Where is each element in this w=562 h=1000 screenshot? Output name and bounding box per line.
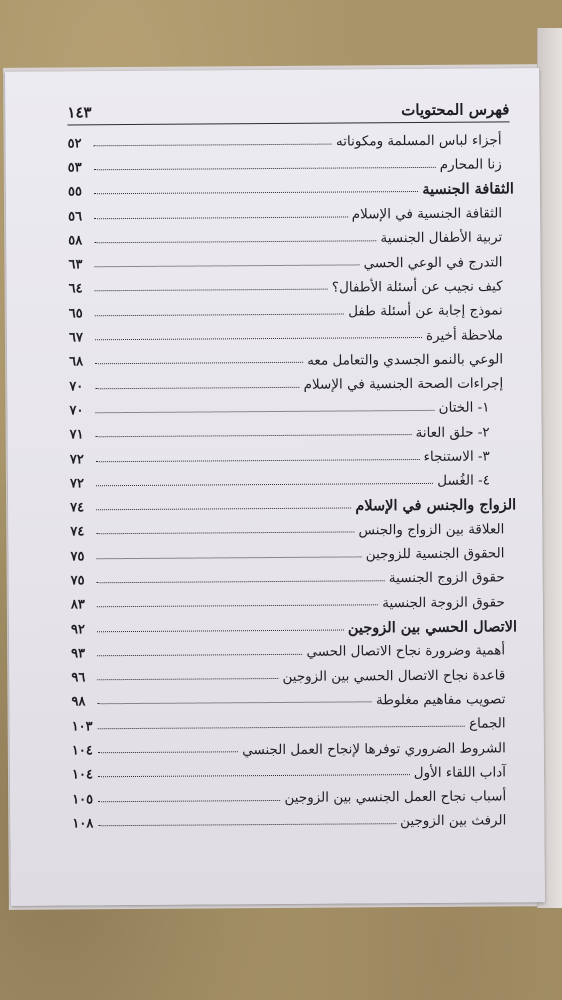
toc-entry-page: ١٠٣ [71, 719, 93, 735]
toc-entry-page: ٩٣ [71, 646, 86, 662]
toc-leader-dots [94, 191, 418, 194]
toc-entry-page: ٧٤ [70, 500, 85, 516]
toc-entry-page: ١٠٤ [71, 743, 93, 759]
toc-entry-page: ٧٠ [69, 378, 84, 395]
toc-entry-title: الثقافة الجنسية في الإسلام [351, 205, 503, 223]
toc-entry-title: الاتصال الحسي بين الزوجين [347, 617, 518, 637]
toc-entry [72, 736, 518, 763]
toc-leader-dots [95, 313, 344, 316]
toc-entry [68, 177, 514, 204]
toc-leader-dots [96, 458, 420, 461]
toc-entry-title: نموذج إجابة عن أسئلة طفل [348, 302, 503, 320]
toc-entry-page: ١٠٥ [72, 791, 94, 808]
toc-entry-title: الحقوق الجنسية للزوجين [365, 545, 505, 563]
toc-leader-dots [98, 800, 280, 802]
page-header [67, 94, 509, 125]
toc-entry-page: ٧١ [69, 427, 84, 443]
toc-entry [69, 371, 515, 398]
toc-entry-page: ٧٥ [70, 573, 85, 589]
toc-entry-page: ٧٢ [69, 476, 84, 492]
toc-entry-title: العلاقة بين الزواج والجنس [358, 521, 505, 539]
toc-entry-page: ٧٢ [69, 451, 84, 467]
toc-entry-title: الشروط الضروري توفرها لإنجاح العمل الجنسي [242, 739, 506, 758]
toc-entry [71, 590, 517, 617]
toc-entry-page: ٦٤ [68, 281, 83, 297]
toc-entry-page: ٦٥ [68, 306, 83, 322]
toc-leader-dots [97, 629, 344, 632]
toc-entry [69, 274, 515, 301]
toc-leader-dots [96, 434, 412, 437]
toc-entry-title: قاعدة نجاح الاتصال الحسي بين الزوجين [282, 667, 506, 685]
toc-entry-page: ١٠٤ [71, 767, 94, 783]
toc-entry-title: ٤- الغُسل [437, 472, 491, 490]
toc-entry [68, 201, 514, 228]
toc-leader-dots [98, 725, 465, 729]
toc-leader-dots [97, 678, 278, 680]
toc-entry [70, 468, 516, 495]
table-of-contents [68, 128, 519, 836]
toc-entry-page: ٩٨ [71, 694, 86, 710]
toc-leader-dots [98, 702, 372, 705]
toc-leader-dots [94, 143, 332, 146]
toc-entry-title: حقوق الزوج الجنسية [388, 569, 505, 587]
toc-entry [71, 566, 517, 593]
toc-entry [71, 614, 517, 641]
book-page [5, 68, 545, 906]
toc-entry-title: الثقافة الجنسية [422, 180, 514, 199]
toc-leader-dots [94, 216, 348, 219]
toc-leader-dots [96, 556, 361, 559]
toc-entry [72, 809, 518, 836]
toc-entry [68, 226, 514, 253]
toc-entry [69, 396, 515, 423]
page-title: فهرس المحتويات [401, 100, 510, 120]
toc-leader-dots [97, 580, 385, 583]
toc-entry-page: ٦٧ [68, 330, 83, 346]
toc-entry-title: الوعي بالنمو الجسدي والتعامل معه [307, 351, 504, 369]
toc-leader-dots [95, 289, 328, 292]
toc-entry-title: أهمية وضرورة نجاح الاتصال الحسي [306, 642, 506, 661]
toc-leader-dots [96, 483, 433, 486]
toc-entry [69, 347, 515, 374]
toc-entry-page: ٧٠ [69, 403, 84, 419]
toc-leader-dots [95, 337, 422, 340]
toc-entry [70, 420, 516, 447]
toc-entry [68, 128, 514, 155]
toc-entry [71, 687, 517, 714]
toc-entry [70, 541, 516, 568]
toc-entry-title: الجماع [469, 715, 506, 732]
toc-leader-dots [98, 774, 410, 777]
toc-entry-page: ٥٦ [68, 208, 83, 224]
toc-leader-dots [94, 240, 376, 243]
toc-entry-title: ٢- حلق العانة [415, 424, 490, 441]
toc-entry-page: ٩٢ [70, 621, 86, 638]
toc-entry [72, 760, 518, 787]
toc-leader-dots [94, 167, 436, 170]
toc-entry-title: ١- الختان [438, 399, 490, 417]
toc-entry [72, 784, 518, 811]
toc-entry-page: ١٠٨ [72, 816, 94, 832]
toc-entry-page: ٥٥ [67, 184, 82, 200]
toc-leader-dots [97, 654, 302, 656]
toc-entry-title: كيف نجيب عن أسئلة الأطفال؟ [331, 278, 503, 296]
toc-entry-page: ٧٥ [70, 549, 85, 565]
toc-entry-title: تصويب مفاهيم مغلوطة [375, 691, 506, 709]
toc-entry-title: ملاحظة أخيرة [425, 326, 503, 344]
toc-entry-title: آداب اللقاء الأول [413, 764, 507, 781]
toc-entry-title: إجراءات الصحة الجنسية في الإسلام [303, 375, 504, 393]
toc-entry [68, 250, 514, 277]
toc-entry-title: ٣- الاستنجاء [423, 448, 490, 465]
toc-entry-title: زنا المحارم [439, 156, 502, 174]
toc-entry [69, 298, 515, 325]
toc-entry-page: ٥٨ [68, 233, 83, 249]
toc-entry [68, 153, 514, 180]
toc-entry [69, 323, 515, 350]
toc-entry-title: أسباب نجاح العمل الجنسي بين الزوجين [284, 788, 507, 807]
toc-leader-dots [96, 508, 351, 511]
toc-entry-page: ٥٢ [67, 135, 82, 152]
toc-entry-title: تربية الأطفال الجنسية [380, 229, 503, 247]
toc-leader-dots [95, 386, 299, 388]
toc-leader-dots [95, 362, 303, 364]
toc-entry [72, 711, 518, 738]
toc-entry [71, 663, 517, 690]
toc-entry-title: الزواج والجنس في الإسلام [355, 496, 517, 515]
page-number: ١٤٣ [67, 103, 92, 122]
toc-leader-dots [96, 532, 354, 535]
toc-entry [70, 444, 516, 471]
toc-leader-dots [94, 265, 359, 268]
toc-entry [70, 517, 516, 544]
toc-entry-page: ٦٨ [69, 354, 84, 370]
toc-leader-dots [98, 823, 396, 826]
toc-entry-page: ٦٣ [68, 257, 83, 273]
toc-entry [71, 639, 517, 666]
toc-entry-title: أجزاء لباس المسلمة ومكوناته [335, 132, 502, 150]
toc-entry-page: ٥٣ [67, 160, 82, 176]
toc-entry-title: الرفث بين الزوجين [400, 812, 507, 830]
toc-entry-page: ٩٦ [71, 670, 86, 686]
toc-leader-dots [97, 605, 378, 608]
toc-entry [70, 493, 516, 520]
toc-leader-dots [98, 751, 238, 753]
toc-entry-page: ٨٣ [70, 597, 85, 613]
toc-entry-page: ٧٤ [70, 524, 85, 540]
toc-leader-dots [95, 410, 434, 413]
toc-entry-title: التدرج في الوعي الحسي [363, 254, 503, 272]
toc-entry-title: حقوق الزوجة الجنسية [382, 594, 505, 612]
